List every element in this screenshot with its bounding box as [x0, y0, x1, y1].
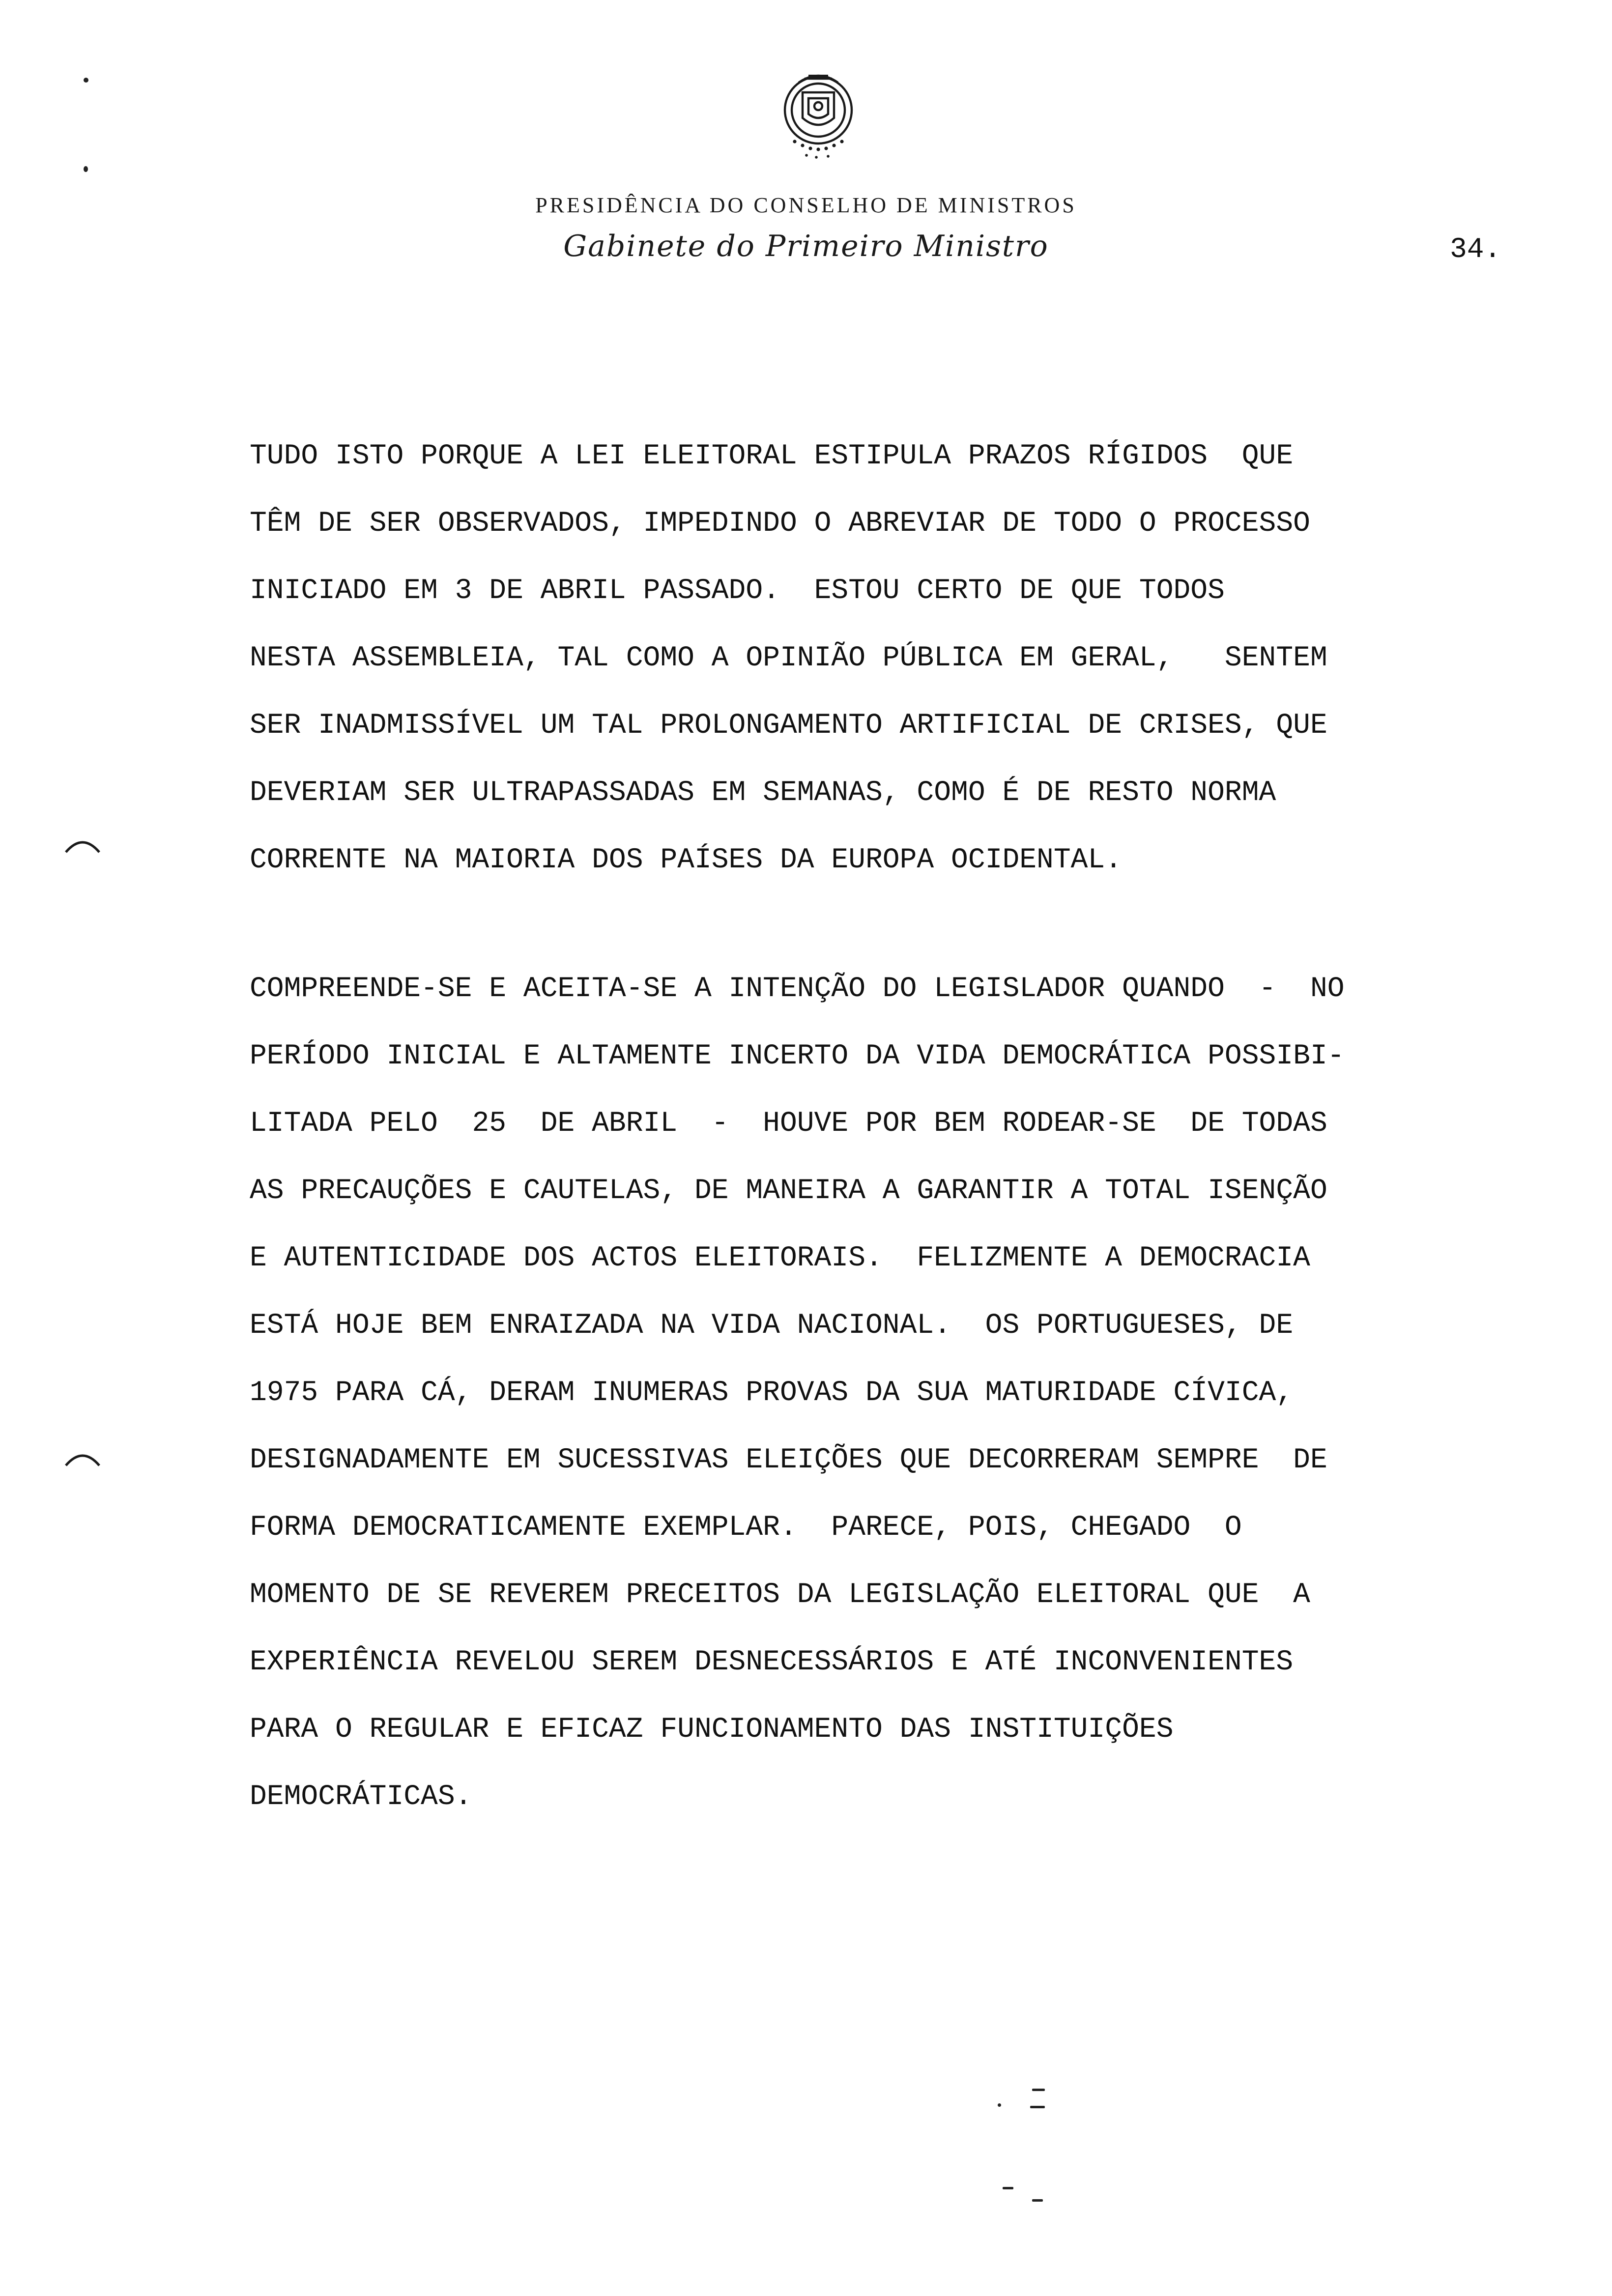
text-line: DEMOCRÁTICAS. [250, 1781, 472, 1813]
paragraph-1 [250, 423, 1537, 894]
scan-speck [1003, 2187, 1013, 2189]
text-line: AS PRECAUÇÕES E CAUTELAS, DE MANEIRA A GARANTIR A TOTAL ISENÇÃO [250, 1175, 1327, 1207]
text-line: DEVERIAM SER ULTRAPASSADAS EM SEMANAS, COMO É DE RESTO NORMA [250, 777, 1276, 809]
text-line: MOMENTO DE SE REVEREM PRECEITOS DA LEGISLAÇÃO ELEITORAL QUE A [250, 1579, 1310, 1611]
text-line: LITADA PELO 25 DE ABRIL - HOUVE POR BEM RODEAR-SE DE TODAS [250, 1108, 1327, 1140]
text-line: TÊM DE SER OBSERVADOS, IMPEDINDO O ABREVIAR DE TODO O PROCESSO [250, 508, 1310, 540]
coat-of-arms-seal-icon [759, 59, 877, 177]
text-line: NESTA ASSEMBLEIA, TAL COMO A OPINIÃO PÚBLICA EM GERAL, SENTEM [250, 642, 1327, 674]
text-line: DESIGNADAMENTE EM SUCESSIVAS ELEIÇÕES QUE DECORRERAM SEMPRE DE [250, 1444, 1327, 1476]
scan-speck [998, 2103, 1001, 2107]
paragraph-2 [250, 955, 1537, 1831]
text-line: 1975 PARA CÁ, DERAM INUMERAS PROVAS DA SUA MATURIDADE CÍVICA, [250, 1377, 1294, 1409]
text-line: SER INADMISSÍVEL UM TAL PROLONGAMENTO ARTIFICIAL DE CRISES, QUE [250, 710, 1327, 742]
institution-heading: PRESIDÊNCIA DO CONSELHO DE MINISTROS [535, 193, 1077, 217]
text-line: ESTÁ HOJE BEM ENRAIZADA NA VIDA NACIONAL. OS PORTUGUESES, DE [250, 1310, 1294, 1342]
scan-speck [84, 166, 88, 172]
text-line: EXPERIÊNCIA REVELOU SEREM DESNECESSÁRIOS E ATÉ INCONVENIENTES [250, 1646, 1294, 1678]
text-line: INICIADO EM 3 DE ABRIL PASSADO. ESTOU CERTO DE QUE TODOS [250, 575, 1225, 607]
punch-hole-mark-icon [63, 835, 102, 855]
scan-speck [1032, 2089, 1045, 2091]
text-line: CORRENTE NA MAIORIA DOS PAÍSES DA EUROPA OCIDENTAL. [250, 844, 1123, 876]
text-line: FORMA DEMOCRATICAMENTE EXEMPLAR. PARECE, POIS, CHEGADO O [250, 1512, 1242, 1544]
text-line: PERÍODO INICIAL E ALTAMENTE INCERTO DA VIDA DEMOCRÁTICA POSSIBI- [250, 1040, 1345, 1072]
text-line: TUDO ISTO PORQUE A LEI ELEITORAL ESTIPULA PRAZOS RÍGIDOS QUE [250, 440, 1294, 472]
page-number: 34. [1450, 234, 1501, 266]
text-line: PARA O REGULAR E EFICAZ FUNCIONAMENTO DAS INSTITUIÇÕES [250, 1714, 1174, 1746]
scan-speck [1030, 2106, 1045, 2108]
punch-hole-mark-icon [63, 1449, 102, 1468]
text-line: E AUTENTICIDADE DOS ACTOS ELEITORAIS. FELIZMENTE A DEMOCRACIA [250, 1242, 1310, 1274]
scan-speck [1032, 2199, 1043, 2202]
text-line: COMPREENDE-SE E ACEITA-SE A INTENÇÃO DO LEGISLADOR QUANDO - NO [250, 973, 1345, 1005]
scan-speck [84, 78, 88, 83]
cabinet-signature-line: Gabinete do Primeiro Ministro [563, 229, 1049, 263]
